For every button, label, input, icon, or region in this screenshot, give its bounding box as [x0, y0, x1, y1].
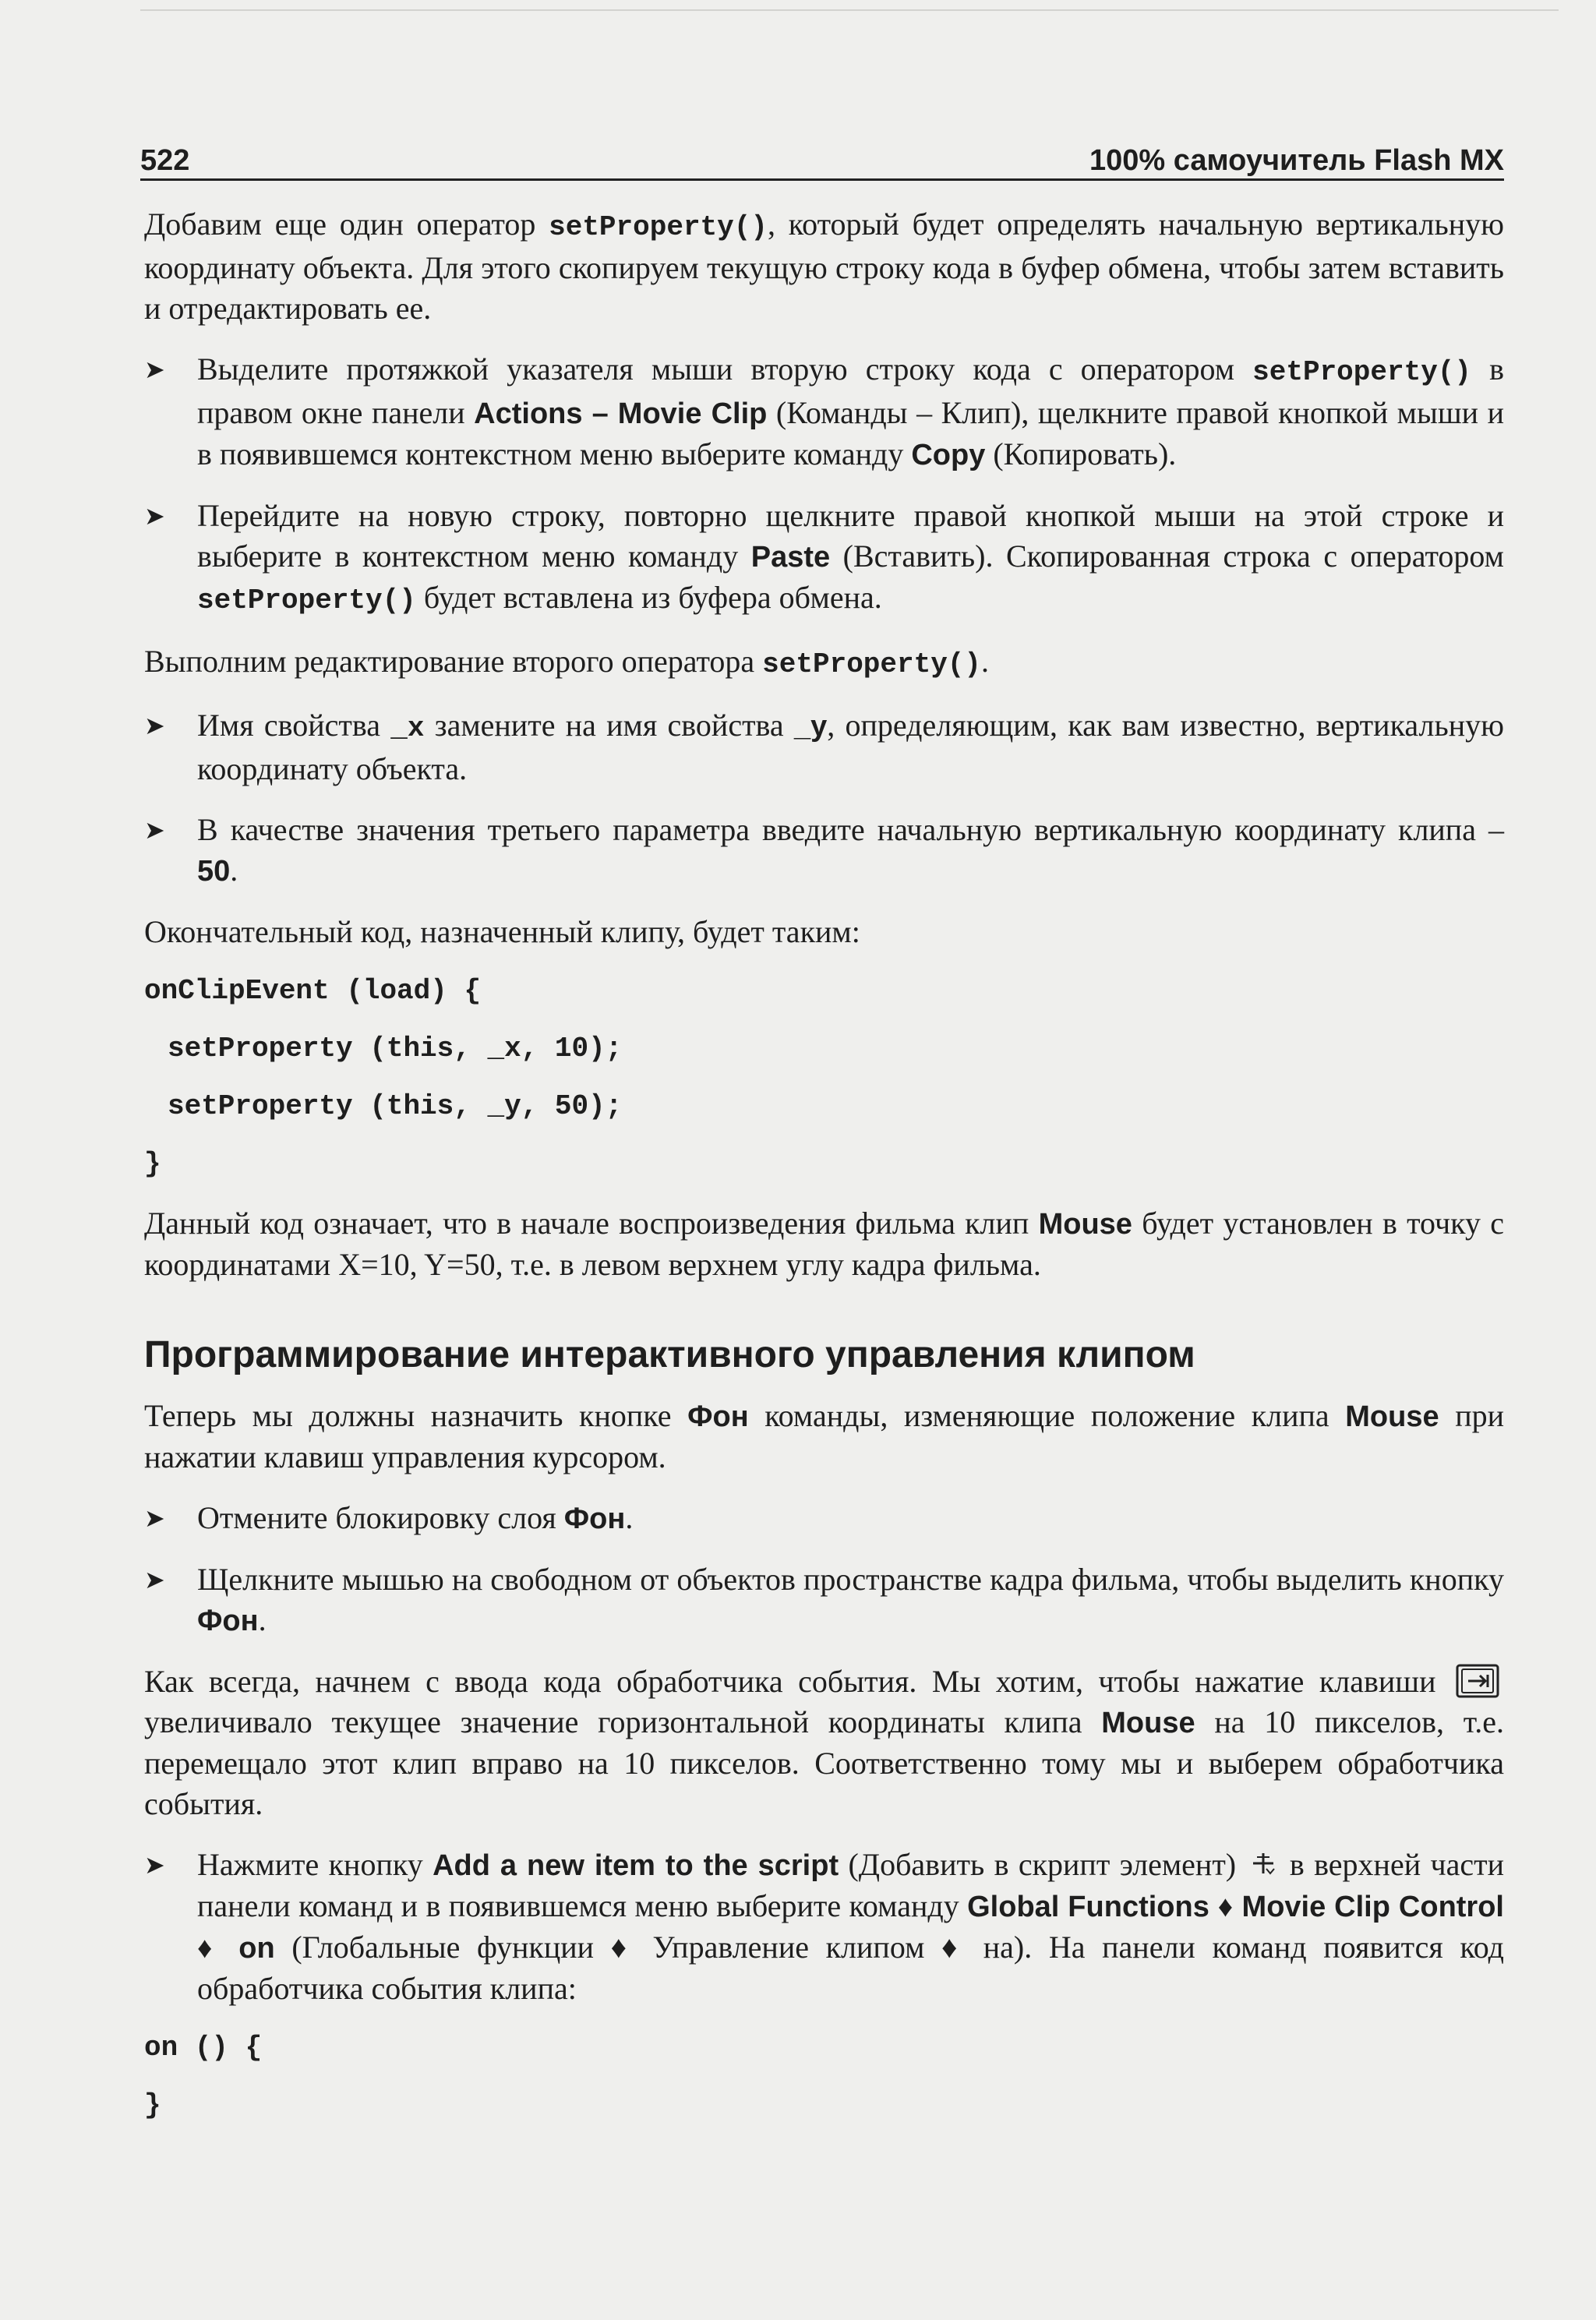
section-intro-paragraph — [144, 1396, 1504, 1478]
text-span: будет вставлена из буфера обмена. — [415, 580, 882, 615]
instruction-text — [197, 349, 1504, 475]
text-span: Перейдите на новую строку, повторно щелкните правой кнопкой мыши на этой строке и выберите в контекстном меню команду — [197, 498, 1504, 574]
instruction-item-rename-property — [144, 705, 1504, 789]
code-inline: setProperty() — [549, 211, 768, 243]
ui-term: Фон — [197, 1605, 259, 1637]
intro-paragraph — [144, 204, 1504, 329]
ui-term: Фон — [687, 1400, 749, 1433]
text-span: (Команды – Клип), щелкните правой кнопкой мыши и в появившемся контекстном меню выберите команду — [197, 395, 1504, 471]
text-span: Добавим еще один оператор — [144, 207, 549, 242]
scan-edge-line — [140, 9, 1559, 11]
instruction-item-select-button — [144, 1559, 1504, 1641]
handler-paragraph — [144, 1661, 1504, 1824]
text-span: (Добавить в скрипт элемент) — [839, 1847, 1246, 1882]
ui-term: Mouse — [1345, 1400, 1439, 1433]
code-inline: setProperty() — [1252, 356, 1472, 388]
text-span: в правом окне панели — [197, 351, 1504, 430]
text-span: . — [230, 853, 238, 888]
text-span: В качестве значения третьего параметра введите начальную вертикальную координату клипа – — [197, 812, 1504, 847]
text-span: . — [981, 644, 990, 679]
instruction-text — [197, 496, 1504, 621]
instruction-item-unlock-layer — [144, 1498, 1504, 1539]
text-span: (Глобальные функции ♦ Управление клипом ♦ на). На панели команд появится код обработчика события клипа: — [197, 1930, 1504, 2006]
text-span: Выполним редактирование второго оператора — [144, 644, 763, 679]
code-line: } — [144, 1148, 161, 1180]
code-inline: setProperty() — [197, 584, 416, 616]
code-line: onClipEvent (load) { — [144, 975, 482, 1007]
bullet-arrow-icon: ➤ — [144, 355, 165, 384]
code-inline: setProperty() — [762, 648, 982, 680]
text-span: Отмените блокировку слоя — [197, 1500, 564, 1535]
ui-term: _y — [793, 710, 828, 743]
ui-term: Global Functions ♦ Movie Clip Control ♦ on — [197, 1891, 1504, 1965]
text-span: Выделите протяжкой указателя мыши вторую строку кода с оператором — [197, 351, 1253, 387]
text-span: в верхней части панели команд и в появившемся меню выберите команду — [197, 1847, 1505, 1923]
text-span: Нажмите кнопку — [197, 1847, 433, 1882]
instruction-text — [197, 1845, 1504, 2009]
ui-term: Mouse — [1101, 1707, 1195, 1739]
text-span: Щелкните мышью на свободном от объектов пространстве кадра фильма, чтобы выделить кнопку — [197, 1562, 1504, 1597]
text-span: замените на имя свойства — [424, 708, 794, 743]
add-item-icon — [1249, 1850, 1277, 1878]
instruction-item-add-handler — [144, 1845, 1504, 2009]
text-span: . — [258, 1602, 267, 1637]
bullet-arrow-icon: ➤ — [144, 501, 165, 531]
section-heading: Программирование интерактивного управления клипом — [144, 1334, 1195, 1375]
page-header — [140, 137, 1504, 181]
instruction-text — [197, 1559, 1504, 1641]
ui-term: Фон — [563, 1503, 626, 1535]
text-span: команды, изменяющие положение клипа — [748, 1398, 1346, 1433]
text-span: , определяющим, как вам известно, вертикальную координату объекта. — [197, 708, 1504, 786]
ui-term: Actions – Movie Clip — [474, 397, 768, 430]
text-span: на 10 пикселов, т.е. перемещало этот клип вправо на 10 пикселов. Соответственно тому мы и выберем обработчика события. — [144, 1704, 1504, 1821]
edit-paragraph — [144, 641, 1504, 685]
code-line: on () { — [144, 2032, 263, 2064]
text-span: , который будет определять начальную вертикальную координату объекта. Для этого скопируем текущую строку кода в буфер обмена, чтобы затем вставить и отредактировать ее. — [144, 207, 1504, 326]
running-title: 100% самоучитель Flash MX — [1089, 144, 1504, 177]
instruction-text — [197, 810, 1504, 892]
bullet-arrow-icon: ➤ — [144, 1850, 165, 1880]
meaning-paragraph — [144, 1203, 1504, 1285]
text-span: Как всегда, начнем с ввода кода обработчика события. Мы хотим, чтобы нажатие клавиши — [144, 1664, 1451, 1699]
bullet-arrow-icon: ➤ — [144, 1503, 165, 1533]
ui-term: Mouse — [1038, 1208, 1132, 1241]
right-arrow-key-icon — [1456, 1664, 1499, 1698]
code-line: } — [144, 2089, 161, 2121]
text-span: (Вставить). Скопированная строка с оператором — [830, 539, 1504, 574]
ui-term: Copy — [911, 439, 986, 471]
ui-term: 50 — [197, 855, 231, 888]
text-span: увеличивало текущее значение горизонтальной координаты клипа — [144, 1704, 1102, 1739]
code-block-on-handler — [144, 2029, 1504, 2124]
code-inline: _x — [390, 712, 425, 744]
instruction-item-copy — [144, 349, 1504, 475]
ui-term: Paste — [750, 541, 831, 574]
instruction-item-paste — [144, 496, 1504, 621]
bullet-arrow-icon: ➤ — [144, 711, 165, 740]
page-number: 522 — [140, 144, 190, 177]
code-line: setProperty (this, _x, 10); — [168, 1033, 623, 1065]
text-span: Теперь мы должны назначить кнопке — [144, 1398, 688, 1433]
text-span: будет установлен в точку с координатами X=10, Y=50, т.е. в левом верхнем углу кадра фильма. — [144, 1206, 1504, 1282]
instruction-item-set-value — [144, 810, 1504, 892]
code-line: setProperty (this, _y, 50); — [168, 1090, 623, 1122]
ui-term: Add a new item to the script — [433, 1849, 839, 1882]
instruction-text — [197, 705, 1504, 789]
instruction-text — [197, 1498, 1504, 1539]
code-block-clip-event — [144, 973, 1504, 1183]
text-span: Данный код означает, что в начале воспроизведения фильма клип — [144, 1206, 1039, 1241]
bullet-arrow-icon: ➤ — [144, 815, 165, 845]
text-span: при нажатии клавиш управления курсором. — [144, 1398, 1505, 1474]
text-span: . — [625, 1500, 634, 1535]
bullet-arrow-icon: ➤ — [144, 1565, 165, 1594]
text-span: (Копировать). — [985, 436, 1177, 471]
text-span: Имя свойства — [197, 708, 391, 743]
final-code-paragraph: Окончательный код, назначенный клипу, будет таким: — [144, 914, 860, 949]
page-content — [144, 204, 1504, 2145]
